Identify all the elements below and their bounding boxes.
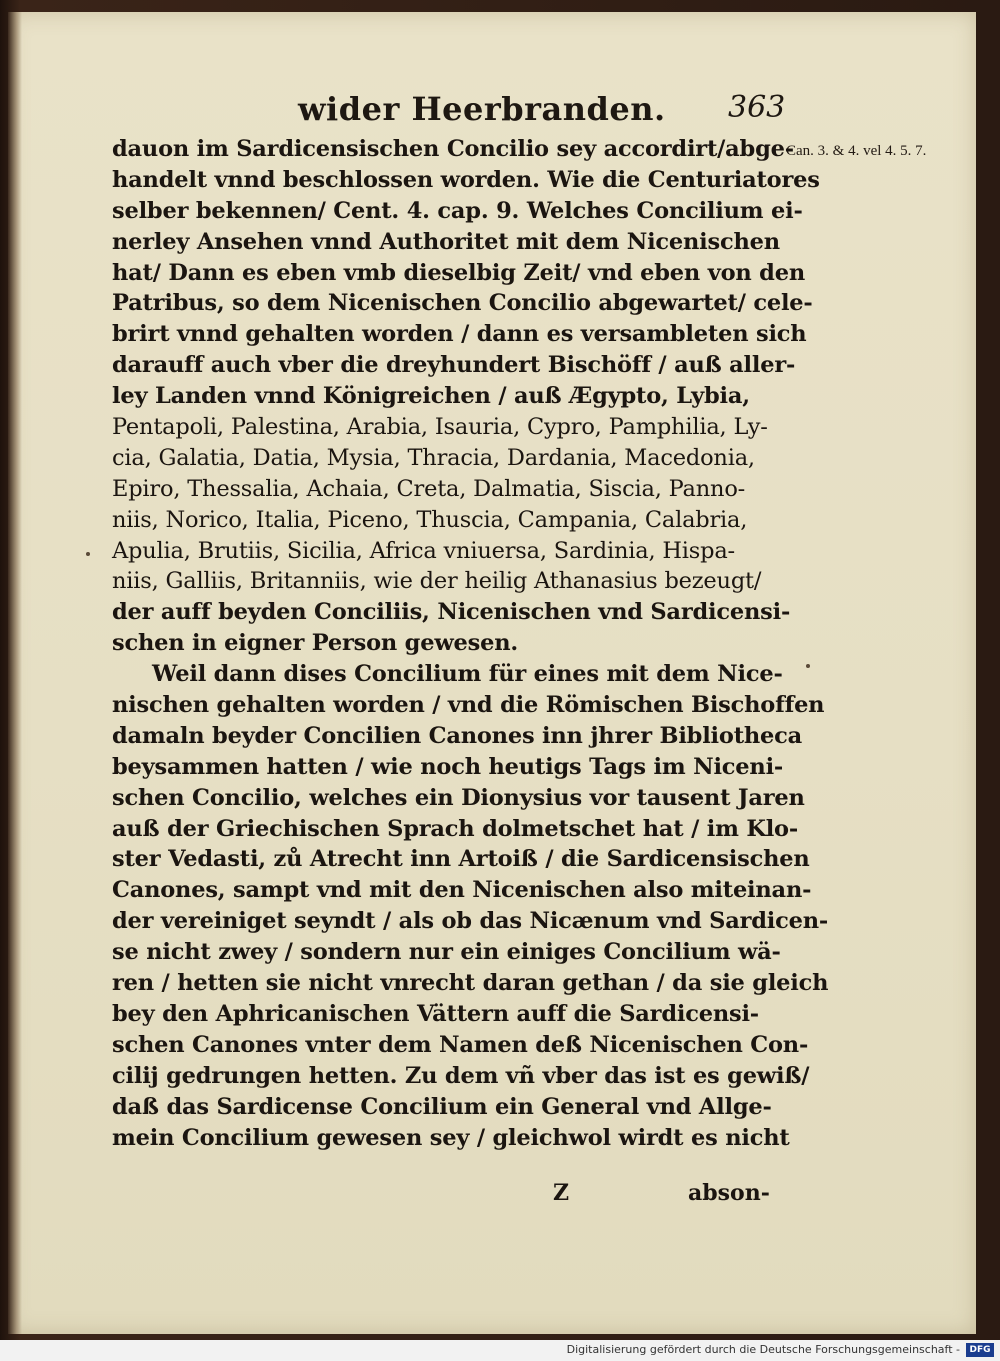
text-line: nerley Ansehen vnnd Authoritet mit dem Nicenischen xyxy=(112,228,780,255)
page-header xyxy=(8,90,976,130)
text-line: schen Canones vnter dem Namen deß Nicenischen Con- xyxy=(112,1031,809,1058)
text-line: auß der Griechischen Sprach dolmetschet hat / im Klo- xyxy=(112,815,798,842)
catchword: abson- xyxy=(688,1180,770,1206)
text-line: der vereiniget seyndt / als ob das Nicænum vnd Sardicen- xyxy=(112,908,829,935)
text-line: niis, Galliis, Britanniis, wie der heilig Athanasius bezeugt/ xyxy=(112,568,762,595)
book-page xyxy=(8,12,976,1334)
text-line: dauon im Sardicensischen Concilio sey accordirt/abge- xyxy=(112,136,794,162)
text-line: cilij gedrungen hetten. Zu dem vñ vber das ist es gewiß/ xyxy=(112,1062,810,1089)
ink-speck xyxy=(86,552,90,556)
footer-bar xyxy=(0,1340,1000,1361)
text-line: Canones, sampt vnd mit den Nicenischen also miteinan- xyxy=(112,877,812,904)
margin-note: Can. 3. & 4. vel 4. 5. 7. xyxy=(786,143,927,159)
text-line: hat/ Dann es eben vmb dieselbig Zeit/ vnd eben von den xyxy=(112,259,805,286)
text-line: Epiro, Thessalia, Achaia, Creta, Dalmatia, Siscia, Panno- xyxy=(112,475,746,502)
ink-speck xyxy=(806,664,810,668)
text-line: schen in eigner Person gewesen. xyxy=(112,630,518,657)
text-line: Weil dann dises Concilium für eines mit dem Nice- xyxy=(152,661,783,688)
text-line: mein Concilium gewesen sey / gleichwol wirdt es nicht xyxy=(112,1124,790,1151)
text-line: handelt vnnd beschlossen worden. Wie die Centuriatores xyxy=(112,166,820,193)
text-line: darauff auch vber die dreyhundert Bischöff / auß aller- xyxy=(112,352,796,379)
text-line: Apulia, Brutiis, Sicilia, Africa vniuersa, Sardinia, Hispa- xyxy=(112,537,735,564)
text-line: selber bekennen/ Cent. 4. cap. 9. Welches Concilium ei- xyxy=(112,197,803,224)
body-text xyxy=(112,134,829,1153)
text-line: ley Landen vnnd Königreichen / auß Ægypto, Lybia, xyxy=(112,383,750,410)
dfg-logo-icon: DFG xyxy=(966,1343,994,1357)
text-line: brirt vnnd gehalten worden / dann es versambleten sich xyxy=(112,321,807,348)
signature-mark: Z xyxy=(553,1180,570,1206)
text-line: daß das Sardicense Concilium ein General vnd Allge- xyxy=(112,1093,772,1120)
text-line: der auff beyden Conciliis, Nicenischen vnd Sardicensi- xyxy=(112,599,791,626)
text-line: bey den Aphricanischen Vättern auff die Sardicensi- xyxy=(112,1000,759,1027)
text-line: niis, Norico, Italia, Piceno, Thuscia, Campania, Calabria, xyxy=(112,506,748,533)
text-line: Patribus, so dem Nicenischen Concilio abgewartet/ cele- xyxy=(112,290,813,317)
text-line: schen Concilio, welches ein Dionysius vor tausent Jaren xyxy=(112,784,805,811)
text-line: ster Vedasti, zů Atrecht inn Artoiß / die Sardicensischen xyxy=(112,846,810,873)
footer-credit: Digitalisierung gefördert durch die Deutsche Forschungsgemeinschaft - xyxy=(566,1343,960,1356)
text-line: ren / hetten sie nicht vnrecht daran gethan / da sie gleich xyxy=(112,970,829,997)
text-line: se nicht zwey / sondern nur ein einiges Concilium wä- xyxy=(112,939,781,966)
page-gutter-shadow xyxy=(8,12,22,1334)
text-line: Pentapoli, Palestina, Arabia, Isauria, Cypro, Pamphilia, Ly- xyxy=(112,414,768,441)
page-number: 363 xyxy=(728,90,786,125)
text-line: damaln beyder Concilien Canones inn jhrer Bibliotheca xyxy=(112,722,803,749)
text-line: cia, Galatia, Datia, Mysia, Thracia, Dardania, Macedonia, xyxy=(112,444,755,471)
text-line: beysammen hatten / wie noch heutigs Tags im Niceni- xyxy=(112,753,784,780)
text-line: nischen gehalten worden / vnd die Römischen Bischoffen xyxy=(112,692,825,719)
running-head: wider Heerbranden. xyxy=(298,90,666,128)
